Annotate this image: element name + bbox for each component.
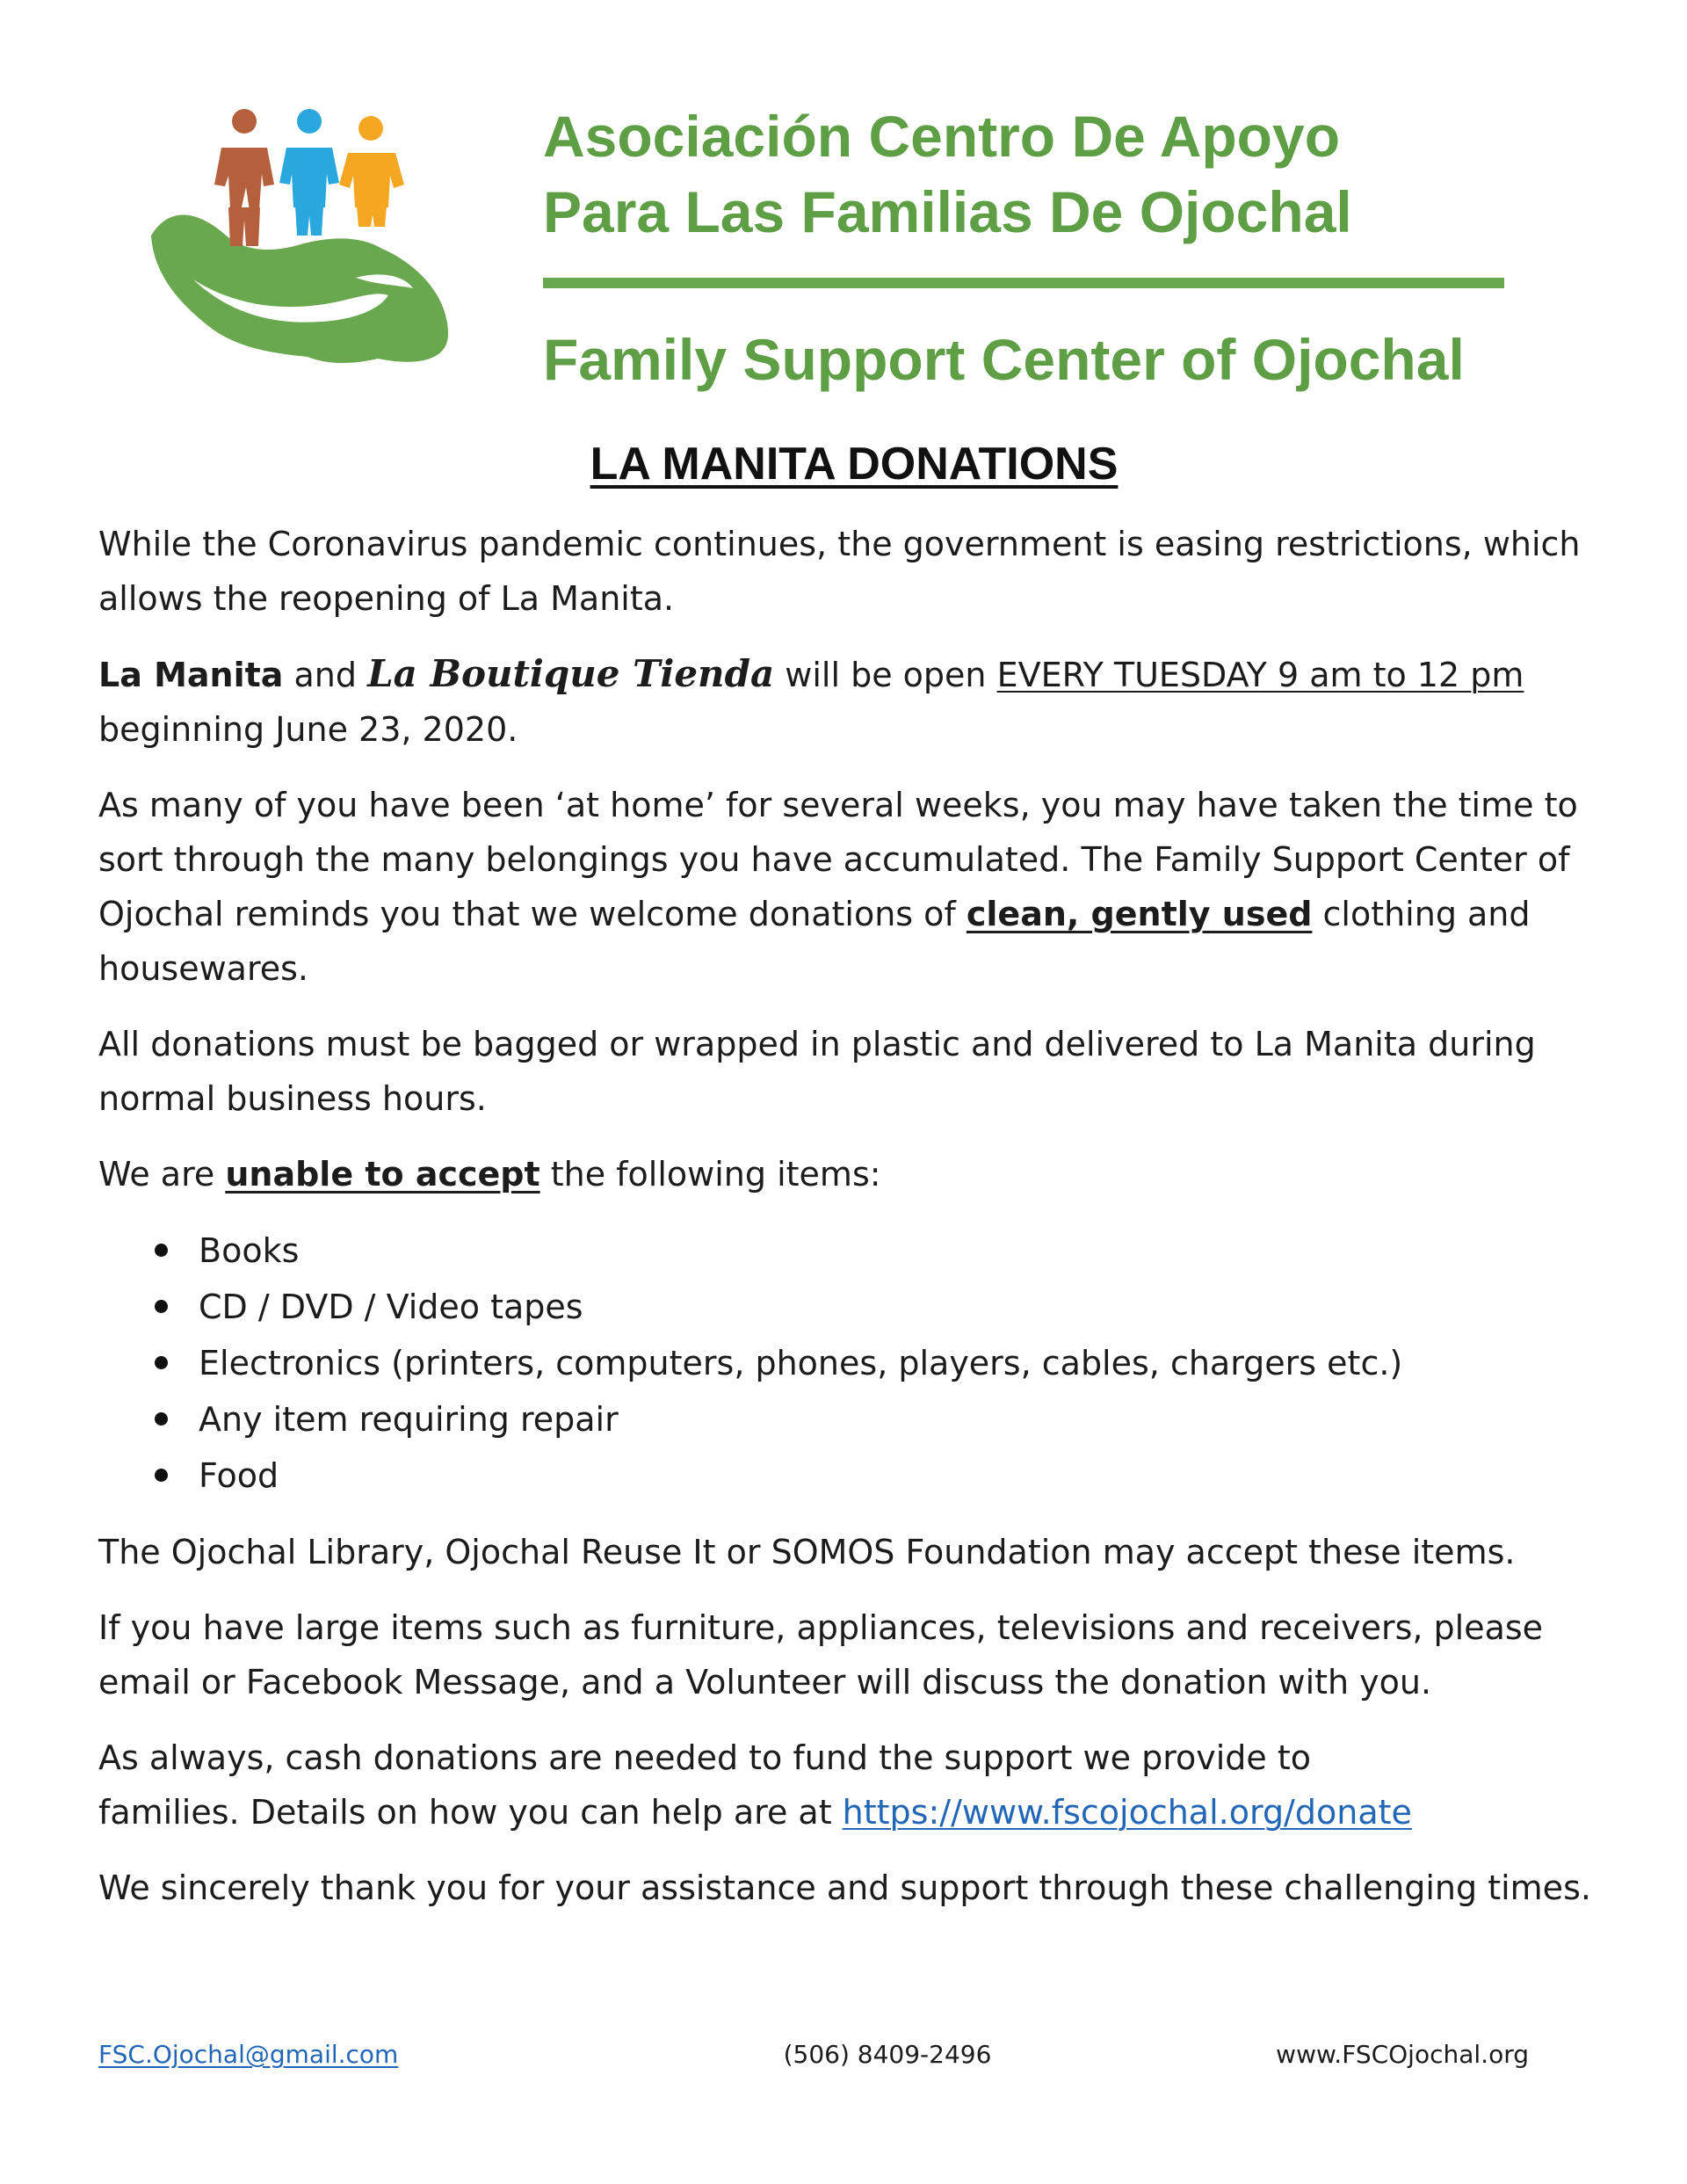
footer-email-link[interactable]: FSC.Ojochal@gmail.com xyxy=(98,2040,399,2069)
paragraph-donations-welcome xyxy=(98,778,1592,996)
list-item xyxy=(98,1223,1592,1279)
donate-link[interactable]: https://www.fscojochal.org/donate xyxy=(842,1793,1412,1832)
organization-name-spanish-line1: Asociación Centro De Apoyo xyxy=(543,104,1341,169)
not-accepted-list xyxy=(98,1223,1592,1504)
not-accepted-emphasis: unable to accept xyxy=(225,1155,540,1194)
bullet-icon xyxy=(155,1412,168,1426)
letter-body xyxy=(98,517,1592,1936)
list-item xyxy=(98,1448,1592,1504)
paragraph-alternatives: The Ojochal Library, Ojochal Reuse It or SOMOS Foundation may accept these items. xyxy=(98,1533,1516,1571)
bullet-icon xyxy=(155,1469,168,1482)
page-title xyxy=(0,433,1687,495)
paragraph-hours-end: beginning June 23, 2020. xyxy=(98,710,518,749)
paragraph-thank-you: We sincerely thank you for your assistance and support through these challenging times. xyxy=(98,1868,1591,1907)
list-item-text: Any item requiring repair xyxy=(199,1400,619,1439)
not-accepted-after: the following items: xyxy=(539,1155,881,1194)
paragraph-donations-text-before: As many of you have been ‘at home’ for several weeks, you may have taken the time to sort through the many belongings you have accumulated. The Family Support Center of Ojochal reminds you that we welcome donations of xyxy=(98,786,1578,933)
donation-condition-emphasis: clean, gently used xyxy=(966,895,1313,933)
cash-donations-line1: As always, cash donations are needed to fund the support we provide to xyxy=(98,1738,1312,1777)
opening-hours: EVERY TUESDAY 9 am to 12 pm xyxy=(996,656,1524,694)
boutique-name: La Boutique Tienda xyxy=(367,652,775,695)
la-manita-name: La Manita xyxy=(98,656,284,694)
list-item xyxy=(98,1335,1592,1391)
paragraph-large-items: If you have large items such as furniture, appliances, televisions and receivers, please email or Facebook Message, and a Volunteer will discuss the donation with you. xyxy=(98,1608,1544,1701)
paragraph-cash-donations xyxy=(98,1731,1592,1839)
paragraph-hours xyxy=(98,647,1592,757)
footer-phone: (506) 8409-2496 xyxy=(783,2040,992,2069)
paragraph-reopening: While the Coronavirus pandemic continues, the government is easing restrictions, which allows the reopening of La Manita. xyxy=(98,525,1581,618)
paragraph-donations-text-after: clothing and housewares. xyxy=(98,895,1531,988)
list-item-text: Electronics (printers, computers, phones, players, cables, chargers etc.) xyxy=(199,1344,1403,1382)
page-title-text: LA MANITA DONATIONS xyxy=(590,439,1119,490)
header-divider xyxy=(543,278,1504,288)
paragraph-not-accepted-intro xyxy=(98,1147,1592,1201)
list-item-text: CD / DVD / Video tapes xyxy=(199,1288,583,1326)
list-item xyxy=(98,1391,1592,1448)
not-accepted-before: We are xyxy=(98,1155,226,1194)
paragraph-hours-mid: will be open xyxy=(774,656,997,694)
paragraph-packaging: All donations must be bagged or wrapped in plastic and delivered to La Manita during normal business hours. xyxy=(98,1025,1536,1118)
bullet-icon xyxy=(155,1300,168,1313)
hand-holding-family-icon xyxy=(141,104,466,367)
cash-donations-line2: families. Details on how you can help are at xyxy=(98,1793,843,1832)
paragraph-hours-and: and xyxy=(283,656,368,694)
organization-logo xyxy=(141,104,466,367)
bullet-icon xyxy=(155,1356,168,1369)
list-item-text: Books xyxy=(199,1231,300,1270)
bullet-icon xyxy=(155,1244,168,1257)
list-item xyxy=(98,1279,1592,1335)
organization-name-spanish-line2: Para Las Familias De Ojochal xyxy=(543,179,1352,244)
organization-name-english: Family Support Center of Ojochal xyxy=(543,327,1465,392)
organization-name-spanish xyxy=(543,98,1597,250)
footer-website: www.FSCOjochal.org xyxy=(1276,2040,1529,2069)
list-item-text: Food xyxy=(199,1456,279,1495)
